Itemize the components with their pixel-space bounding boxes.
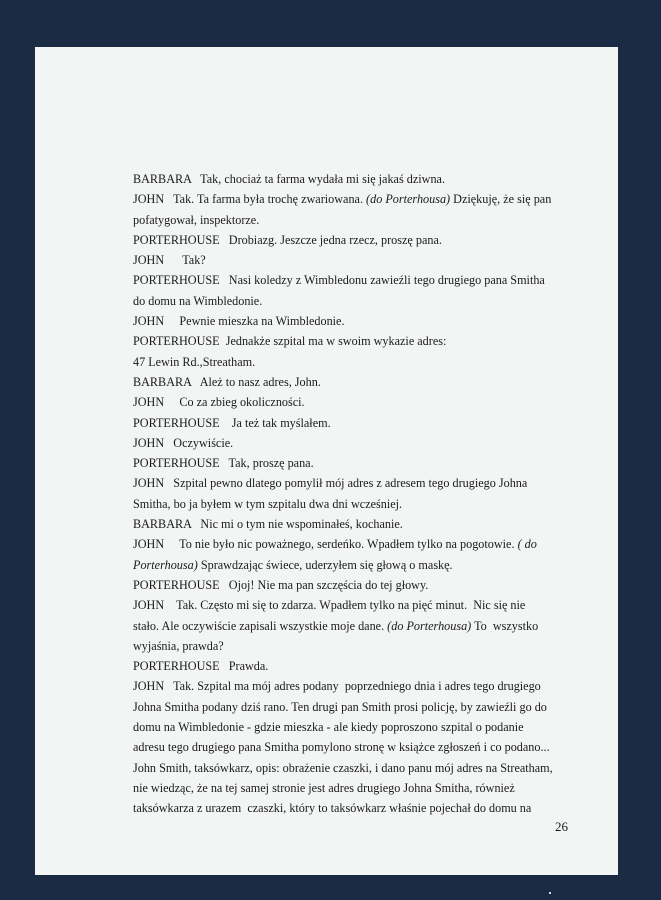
text-line — [133, 169, 583, 189]
stage-direction: (do Porterhousa) — [366, 192, 451, 207]
text-run: 47 Lewin Rd.,Streatham. — [133, 354, 256, 369]
text-run: pofatygował, inspektorze. — [133, 212, 260, 227]
text-line — [133, 189, 583, 209]
text-run: adresu tego drugiego pana Smitha pomylono stronę w książce zgłoszeń i co podano... — [133, 740, 550, 755]
text-line — [133, 352, 583, 372]
text-run: PORTERHOUSE Tak, proszę pana. — [133, 456, 314, 471]
stage-direction: (do Porterhousa) — [387, 618, 472, 633]
text-run: do domu na Wimbledonie. — [133, 293, 263, 308]
script-text — [133, 169, 583, 819]
text-run: JOHN Co za zbieg okoliczności. — [133, 395, 305, 410]
text-run: PORTERHOUSE Ojoj! Nie ma pan szczęścia do tej głowy. — [133, 577, 429, 592]
text-run: JOHN Tak. Często mi się to zdarza. Wpadłem tylko na pięć minut. Nic się nie — [133, 598, 526, 613]
text-run: Smitha, bo ja byłem w tym szpitalu dwa dni wcześniej. — [133, 496, 403, 511]
text-line — [133, 311, 583, 331]
text-line — [133, 555, 583, 575]
text-run: JOHN To nie było nic poważnego, serdeńko. Wpadłem tylko na pogotowie. — [133, 537, 518, 552]
stage-direction: ( do — [517, 537, 537, 552]
text-run: PORTERHOUSE Nasi koledzy z Wimbledonu zawieźli tego drugiego pana Smitha — [133, 273, 545, 288]
text-line — [133, 291, 583, 311]
text-line — [133, 250, 583, 270]
text-run: PORTERHOUSE Drobiazg. Jeszcze jedna rzecz, proszę pana. — [133, 232, 442, 247]
text-line — [133, 473, 583, 493]
text-run: Johna Smitha podany dziś rano. Ten drugi pan Smith prosi policję, by zawieźli go do — [133, 699, 547, 714]
text-line — [133, 413, 583, 433]
text-run: To wszystko — [471, 618, 539, 633]
text-run: BARBARA Tak, chociaż ta farma wydała mi się jakaś dziwna. — [133, 172, 445, 186]
text-run: Sprawdzając świece, uderzyłem się głową o maskę. — [197, 557, 453, 572]
text-run: JOHN Tak. Ta farma była trochę zwariowana. — [133, 192, 367, 207]
text-line — [133, 636, 583, 656]
text-line — [133, 433, 583, 453]
text-run: JOHN Tak? — [133, 253, 206, 268]
text-line — [133, 798, 583, 818]
text-run: JOHN Szpital pewno dlatego pomylił mój adres z adresem tego drugiego Johna — [133, 476, 528, 491]
text-line — [133, 372, 583, 392]
text-run: domu na Wimbledonie - gdzie mieszka - ale kiedy poproszono szpital o podanie — [133, 720, 524, 735]
stage-direction: Porterhousa) — [133, 557, 198, 572]
text-line — [133, 758, 583, 778]
text-run: wyjaśnia, prawda? — [133, 638, 224, 653]
text-line — [133, 270, 583, 290]
text-line — [133, 210, 583, 230]
text-line — [133, 514, 583, 534]
text-line — [133, 494, 583, 514]
text-line — [133, 392, 583, 412]
text-line — [133, 595, 583, 615]
text-line — [133, 697, 583, 717]
text-run: taksówkarza z urazem czaszki, który to taksówkarz właśnie pojechał do domu na — [133, 801, 532, 816]
text-run: BARBARA Nic mi o tym nie wspominałeś, kochanie. — [133, 517, 403, 532]
text-line — [133, 230, 583, 250]
text-line — [133, 453, 583, 473]
text-run: PORTERHOUSE Prawda. — [133, 659, 269, 674]
text-line — [133, 717, 583, 737]
text-line — [133, 778, 583, 798]
scan-speck — [549, 892, 551, 894]
text-line — [133, 656, 583, 676]
text-run: PORTERHOUSE Ja też tak myślałem. — [133, 415, 331, 430]
document-page — [35, 47, 618, 875]
text-run: stało. Ale oczywiście zapisali wszystkie moje dane. — [133, 618, 388, 633]
text-run: Dziękuję, że się pan — [450, 192, 552, 207]
text-line — [133, 575, 583, 595]
text-run: JOHN Oczywiście. — [133, 435, 234, 450]
text-run: nie wiedząc, że na tej samej stronie jest adres drugiego Johna Smitha, również — [133, 780, 515, 795]
text-line — [133, 534, 583, 554]
text-line — [133, 676, 583, 696]
text-line — [133, 616, 583, 636]
text-line — [133, 331, 583, 351]
text-run: JOHN Tak. Szpital ma mój adres podany poprzedniego dnia i adres tego drugiego — [133, 679, 541, 694]
text-run: PORTERHOUSE Jednakże szpital ma w swoim wykazie adres: — [133, 334, 447, 349]
text-run: JOHN Pewnie mieszka na Wimbledonie. — [133, 314, 345, 329]
text-run: BARBARA Ależ to nasz adres, John. — [133, 374, 321, 389]
page-number: 26 — [555, 819, 568, 834]
text-line — [133, 737, 583, 757]
text-run: John Smith, taksówkarz, opis: obrażenie czaszki, i dano panu mój adres na Streatham, — [133, 760, 553, 775]
